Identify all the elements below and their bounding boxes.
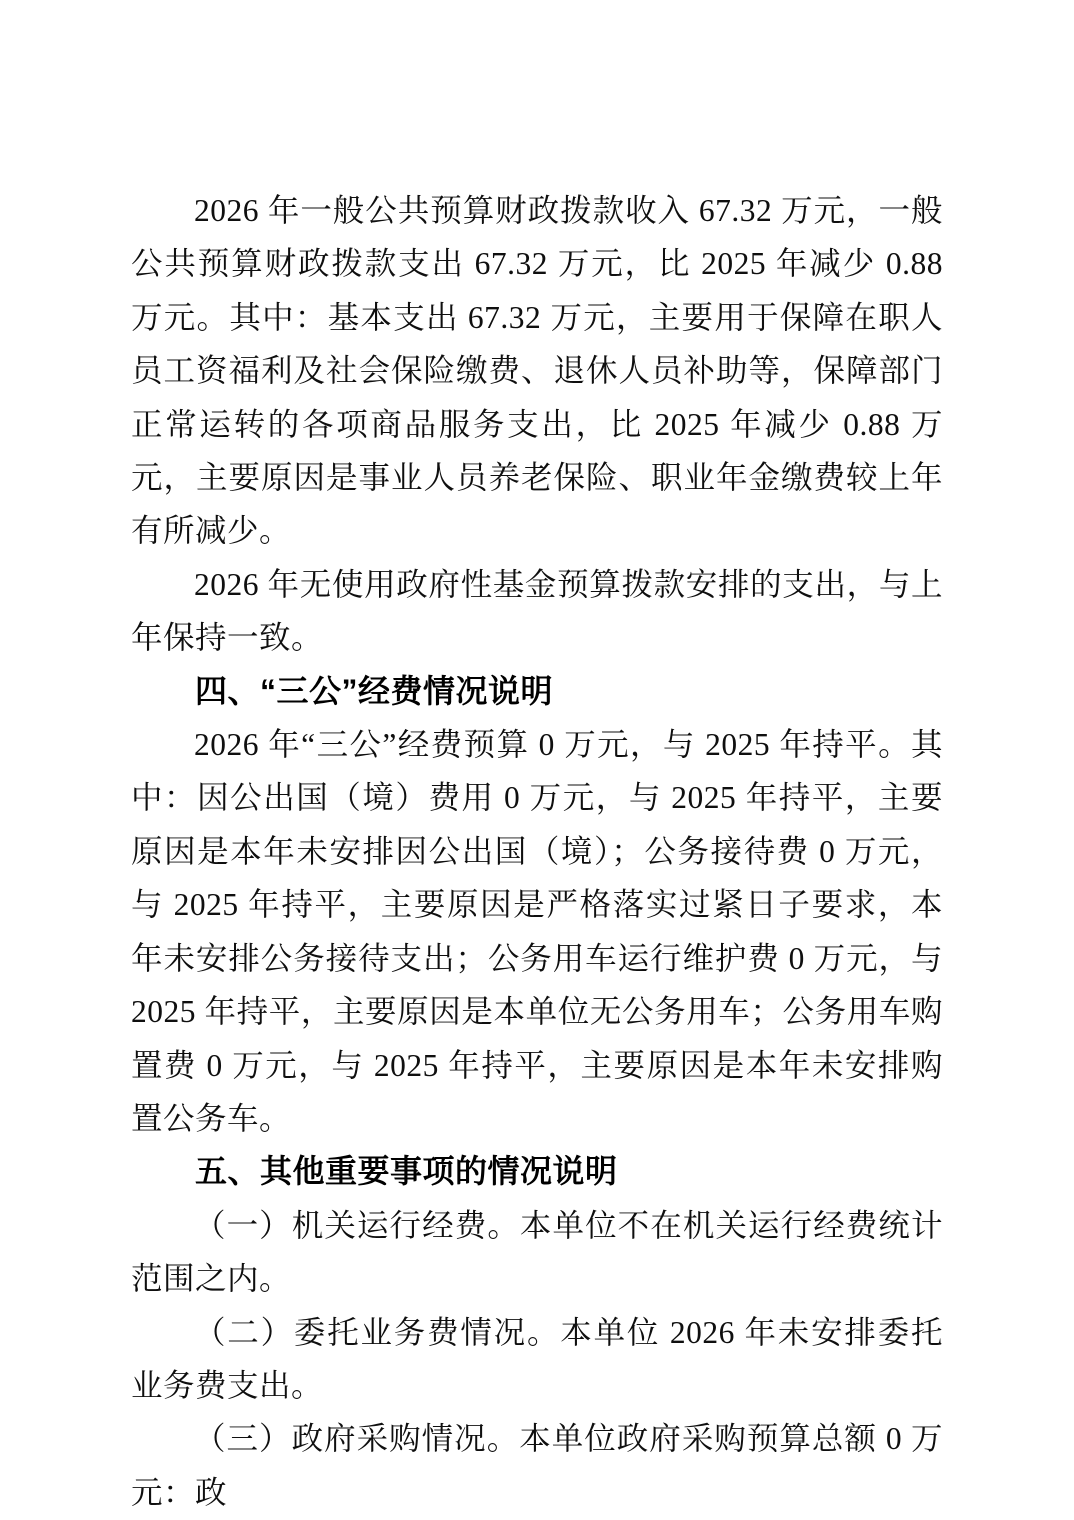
para-government-fund-expenditure: 2026 年无使用政府性基金预算拨款安排的支出，与上年保持一致。 bbox=[131, 566, 943, 656]
para-government-procurement: （三）政府采购情况。本单位政府采购预算总额 0 万元：政 bbox=[131, 1421, 943, 1510]
para-agency-operating-cost: （一）机关运行经费。本单位不在机关运行经费统计范围之内。 bbox=[131, 1207, 943, 1297]
para-three-public-expenses-detail: 2026 年“三公”经费预算 0 万元，与 2025 年持平。其中：因公出国（境）费用 0 万元，与 2025 年持平，主要原因是本年未安排因公出国（境）；公务接待费 0 万元，与 2025 年持平，主要原因是严格落实过紧日子要求，本年未安排公务接待支出；公务用车运行维护费 0 万元，与 2025 年持平，主要原因是本单位无公务用车；公务用车购置费 0 万元，与 2025 年持平，主要原因是本年未安排购置公务车。 bbox=[131, 727, 943, 1136]
document-content bbox=[131, 184, 943, 1519]
heading-three-public-expenses: 四、“三公”经费情况说明 bbox=[195, 672, 554, 709]
para-general-budget-overview: 2026 年一般公共预算财政拨款收入 67.32 万元，一般公共预算财政拨款支出 67.32 万元，比 2025 年减少 0.88 万元。其中：基本支出 67.32 万元，主要用于保障在职人员工资福利及社会保险缴费、退休人员补助等，保障部门正常运转的各项商品服务支出，比 2025 年减少 0.88 万元，主要原因是事业人员养老保险、职业年金缴费较上年有所减少。 bbox=[131, 193, 943, 549]
heading-other-important-matters: 五、其他重要事项的情况说明 bbox=[195, 1153, 618, 1190]
para-entrusted-business-fee: （二）委托业务费情况。本单位 2026 年未安排委托业务费支出。 bbox=[131, 1314, 943, 1403]
